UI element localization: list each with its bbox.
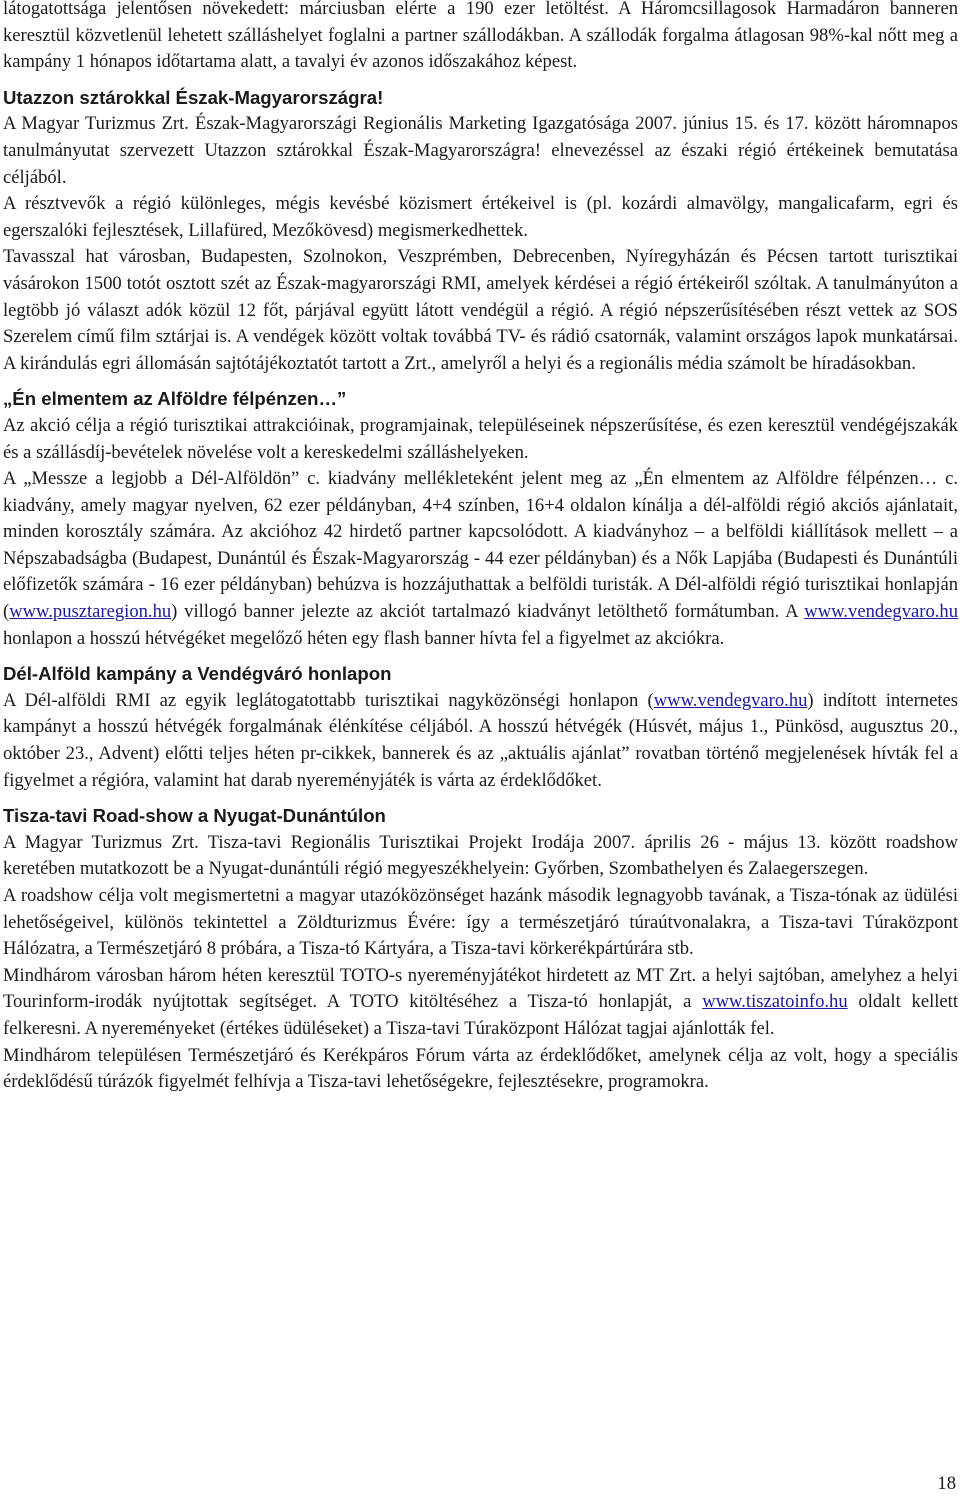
section-title-tisza-tavi-road-show: Tisza-tavi Road-show a Nyugat-Dunántúlon [3, 805, 386, 827]
section-title-del-alfold-kampany: Dél-Alföld kampány a Vendégváró honlapon [3, 663, 392, 685]
section2-paragraph-2 [3, 466, 958, 652]
section2-text-part-b: ) villogó banner jelezte az akciót tartalmazó kiadványt letölthető formátumban. A [171, 601, 805, 623]
link-vendegvaro[interactable]: www.vendegvaro.hu [804, 601, 958, 623]
intro-paragraph: látogatottsága jelentősen növekedett: márciusban elérte a 190 ezer letöltést. A Háromcsillagosok Harmadáron banneren keresztül közvetlenül lehetett szálláshelyet foglalni a partner szállodákban. A szállodák forgalma átlagosan 98%-kal nőtt meg a kampány 1 hónapos időtartama alatt, a tavalyi év azonos időszakához képest. [3, 0, 958, 73]
section2-paragraph-1: Az akció célja a régió turisztikai attrakcióinak, programjainak, településeinek népszerűsítése, és ezen keresztül vendégéjszakák és a szállásdíj-bevételek növelése volt a kereskedelmi szálláshelyeken. [3, 414, 958, 463]
section1-paragraph-3: Tavasszal hat városban, Budapesten, Szolnokon, Veszprémben, Debrecenben, Nyíregyházán és Pécsen tartott turisztikai vásárokon 1500 totót osztott szét az Észak-magyarországi RMI, amelyek kérdései a régió értékeiről szóltak. A tanulmányúton a legtöbb jó választ adók közül 12 főt, párjával együtt látott vendégül a régió. A régió népszerűsítésében részt vettek az SOS Szerelem című film sztárjai is. A vendégek között voltak továbbá TV- és rádió csatornák, valamint országos lapok munkatársai. A kirándulás egri állomásán sajtótájékoztatót tartott a Zrt., amelyről a helyi és a regionális média számolt be híradásokban. [3, 246, 958, 374]
link-pusztaregion[interactable]: www.pusztaregion.hu [9, 601, 172, 623]
section4-paragraph-3 [3, 963, 958, 1043]
section2-text-part-c: honlapon a hosszú hétvégéket megelőző héten egy flash banner hívta fel a figyelmet az akciókra. [3, 627, 725, 649]
section4-paragraph-2: A roadshow célja volt megismertetni a magyar utazóközönséget hazánk második legnagyobb tavának, a Tisza-tónak az üdülési lehetőségeivel, különös tekintettel a Zöldturizmus Évére: így a természetjáró túraútvonalakra, a Tisza-tavi Túraközpont Hálózatra, a Természetjáró 8 próbára, a Tisza-tó Kártyára, a Tisza-tavi körkerékpártúrára stb. [3, 885, 958, 960]
section-title-en-elmentem-az-alfoldre: „Én elmentem az Alföldre félpénzen…” [3, 388, 347, 410]
section1-paragraph-1: A Magyar Turizmus Zrt. Észak-Magyarországi Regionális Marketing Igazgatósága 2007. június 15. és 17. között háromnapos tanulmányutat szervezett Utazzon sztárokkal Észak-Magyarországra! elnevezéssel az északi régió értékeinek bemutatása céljából. [3, 113, 958, 188]
section-title-utazzon-sztarokkal: Utazzon sztárokkal Észak-Magyarországra! [3, 86, 384, 108]
section2-text-part-a: A „Messze a legjobb a Dél-Alföldön” c. kiadvány mellékleteként jelent meg az „Én elmentem az Alföldre félpénzen… c. kiadvány, amely magyar nyelven, 62 ezer példányban, 4+4 színben, 16+4 oldalon kínálja a dél-alföldi régió akciós ajánlatait, minden korosztály számára. Az akcióhoz 42 hirdető partner kapcsolódott. A kiadványhoz – a belföldi kiállítások mellett – a Népszabadságba (Budapest, Dunántúl és Észak-Magyarország - 44 ezer példányban) és a Nők Lapjába (Budapesti és Dunántúli előfizetők számára - 16 ezer példányban) behúzva is hozzájuthattak a belföldi turisták. A Dél-alföldi régió turisztikai honlapján ( [3, 468, 958, 623]
document-page [3, 0, 958, 1096]
section3-text-part-a: A Dél-alföldi RMI az egyik leglátogatottabb turisztikai nagyközönségi honlapon ( [3, 689, 654, 711]
section4-paragraph-1: A Magyar Turizmus Zrt. Tisza-tavi Regionális Turisztikai Projekt Irodája 2007. április 26 - május 13. között roadshow keretében mutatkozott be a Nyugat-dunántúli régió megyeszékhelyein: Győrben, Szombathelyen és Zalaegerszegen. [3, 831, 958, 880]
section4-paragraph-4: Mindhárom településen Természetjáró és Kerékpáros Fórum várta az érdeklődőket, amelynek célja az volt, hogy a speciális érdeklődésű túrázók figyelmét felhívja a Tisza-tavi lehetőségekre, fejlesztésekre, programokra. [3, 1044, 958, 1093]
page-number: 18 [937, 1473, 956, 1494]
section1-paragraph-2: A résztvevők a régió különleges, mégis kevésbé közismert értékeivel is (pl. kozárdi almavölgy, mangalicafarm, egri és egerszalóki fejlesztések, Lillafüred, Mezőkövesd) megismerkedhettek. [3, 193, 958, 241]
section3-paragraph-1 [3, 688, 958, 794]
link-vendegvaro[interactable]: www.vendegvaro.hu [653, 689, 808, 711]
section4-text-part-a: Mindhárom városban három héten keresztül TOTO-s nyereményjátékot hirdetett az MT Zrt. a helyi sajtóban, amelyhez a helyi Tourinform-irodák nyújtottak segítséget. A TOTO kitöltéséhez a Tisza-tó honlapját, a [3, 964, 958, 1013]
link-tiszatoinfo[interactable]: www.tiszatoinfo.hu [702, 991, 848, 1013]
section4-text-part-b: oldalt kellett felkeresni. A nyereményeket (értékes üdüléseket) a Tisza-tavi Túraközpont Hálózat tagjai ajánlották fel. [3, 991, 958, 1039]
section3-text-part-b: ) indított internetes kampányt a hosszú hétvégék forgalmának élénkítése céljából. A hosszú hétvégék (Húsvét, május 1., Pünkösd, augusztus 20., október 23., Advent) előtti teljes héten pr-cikkek, bannerek és az „aktuális ajánlat” rovatban történő megjelenések hívták fel a figyelmet a régióra, valamint hat darab nyereményjáték is várta az érdeklődőket. [3, 689, 958, 791]
